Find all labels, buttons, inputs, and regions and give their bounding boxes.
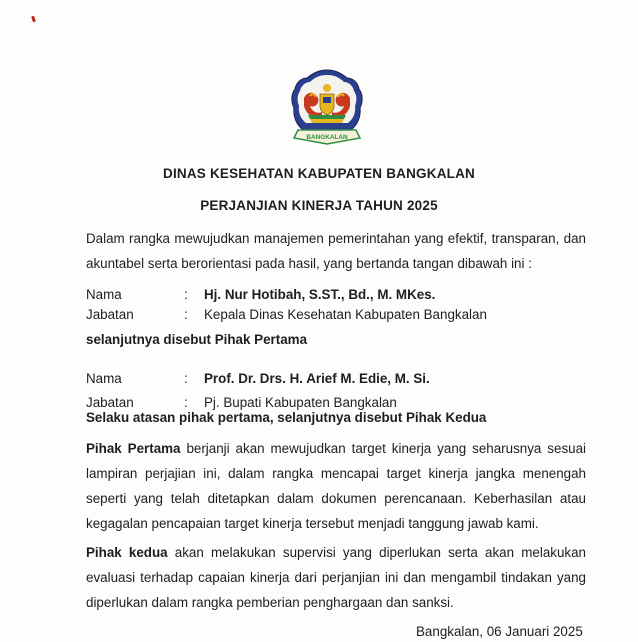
party1-position-label: Jabatan [86,307,134,322]
party1-commitment-text: berjanji akan mewujudkan target kinerja yang seharusnya sesuai lampiran perjajian ini, dalam rangka mencapai target kinerja jangka menengah seperti yang telah ditetapkan dalam dokumen perencanaan. Keberhasilan atau kegagalan pencapaian target kinerja tersebut menjadi tanggung jawab kami. [86,441,587,531]
party2-commitment-paragraph [86,540,586,615]
document-title: PERJANJIAN KINERJA TAHUN 2025 [200,198,438,213]
party1-position-value: Kepala Dinas Kesehatan Kabupaten Bangkalan [204,307,487,322]
party2-designation: Selaku atasan pihak pertama, selanjutnya disebut Pihak Kedua [86,410,487,425]
agency-heading: DINAS KESEHATAN KABUPATEN BANGKALAN [163,166,475,181]
party1-designation: selanjutnya disebut Pihak Pertama [86,332,308,347]
party2-position-label: Jabatan [86,395,134,410]
party1-commitment-paragraph [86,436,586,536]
party1-name-label: Nama [86,287,122,302]
emblem-banner-text: BANGKALAN [306,134,348,141]
party2-position-value: Pj. Bupati Kabupaten Bangkalan [204,395,397,410]
scan-mark [31,16,36,23]
bangkalan-emblem-icon [290,68,364,148]
party2-lead: Pihak kedua [86,545,168,560]
party1-lead: Pihak Pertama [86,441,181,456]
party2-commitment-text: akan melakukan supervisi yang diperlukan serta akan melakukan evaluasi terhadap capaian kinerja dari perjanjian ini dan mengambil tindakan yang diperlukan dalam rangka pemberian penghargaan dan sanksi. [86,545,587,610]
party1-name-value: Hj. Nur Hotibah, S.ST., Bd., M. MKes. [204,287,436,302]
party2-name-label: Nama [86,371,122,386]
intro-paragraph: Dalam rangka mewujudkan manajemen pemerintahan yang efektif, transparan, dan akuntabel serta berorientasi pada hasil, yang bertanda tangan dibawah ini : [86,231,586,271]
party1-name-separator: : [184,287,188,302]
place-date: Bangkalan, 06 Januari 2025 [416,624,583,639]
party1-position-separator: : [184,307,188,322]
party2-position-separator: : [184,395,188,410]
party2-name-value: Prof. Dr. Drs. H. Arief M. Edie, M. Si. [204,371,430,386]
party2-name-separator: : [184,371,188,386]
